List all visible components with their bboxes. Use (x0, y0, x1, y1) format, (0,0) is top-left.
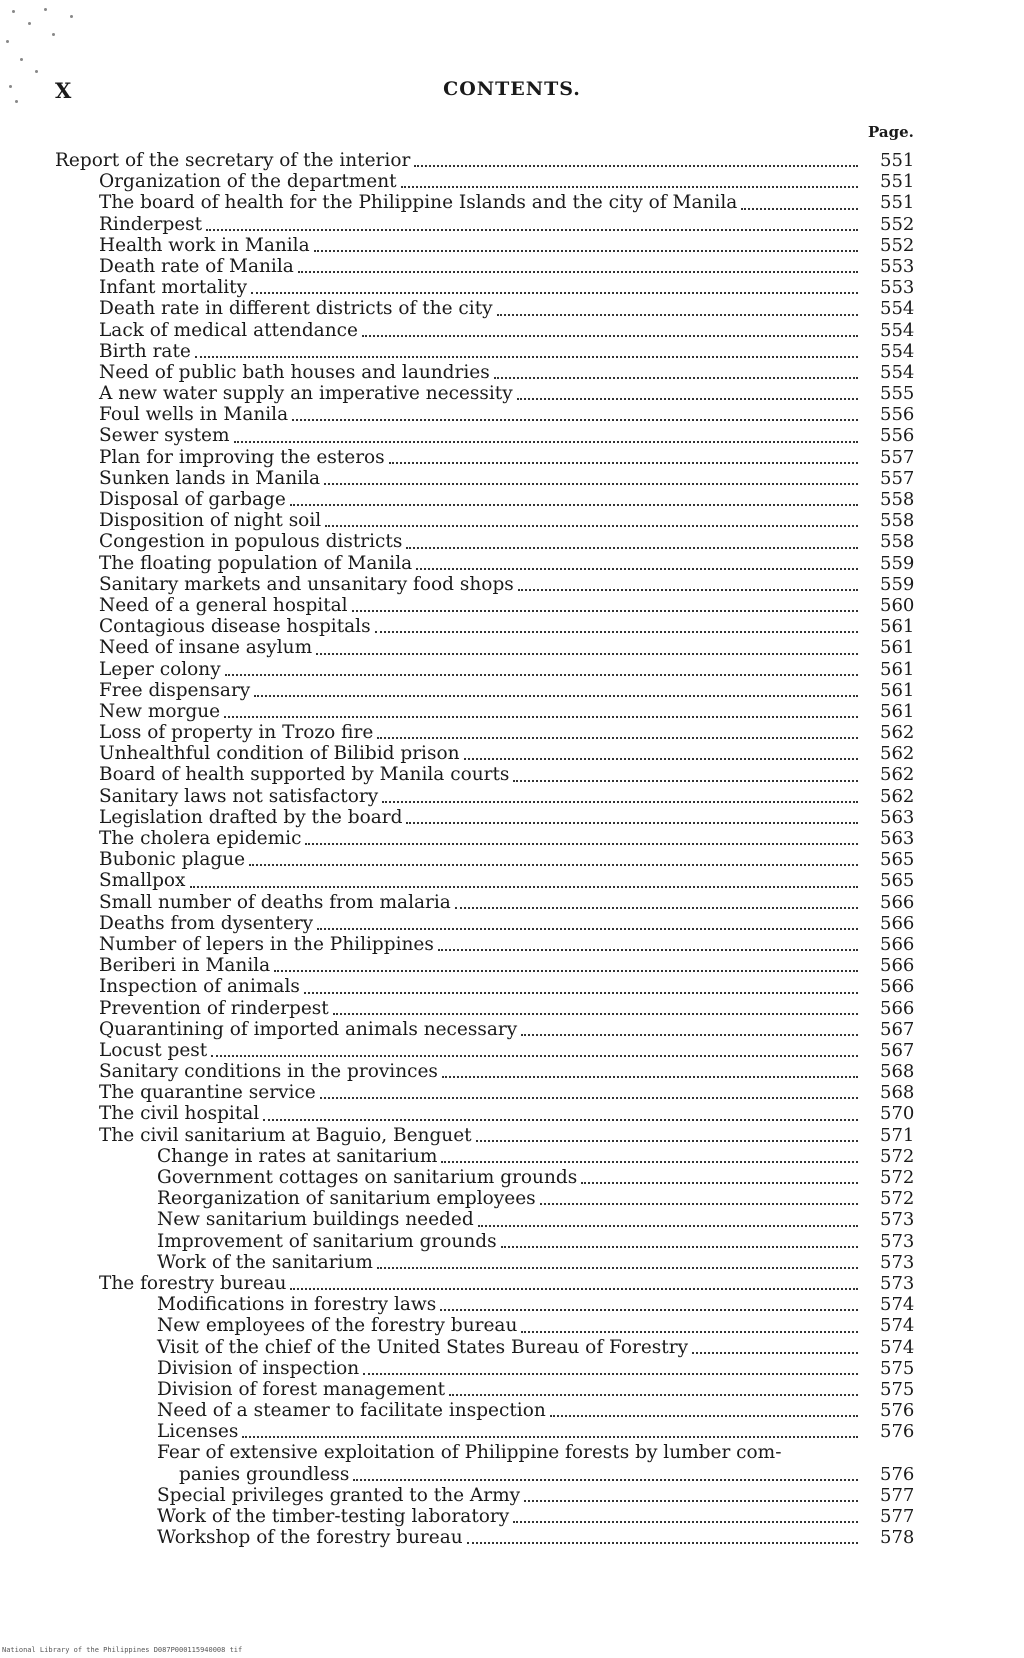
toc-page-number: 553 (880, 277, 915, 299)
toc-entry-text: Contagious disease hospitals (99, 616, 371, 638)
toc-entry-text: New employees of the forestry bureau (157, 1315, 518, 1337)
toc-entry-text: Work of the sanitarium (157, 1251, 373, 1273)
dot-leader (325, 524, 858, 527)
toc-entry-text: Board of health supported by Manila courts (99, 764, 510, 786)
toc-entry-text: The forestry bureau (99, 1272, 287, 1294)
dot-leader (305, 842, 858, 845)
toc-page-number: 554 (880, 361, 915, 383)
toc-entry-text: Workshop of the forestry bureau (157, 1527, 463, 1549)
toc-entry-text: Bubonic plague (99, 849, 246, 871)
toc-entry-continuation: panies groundless (179, 1463, 350, 1485)
toc-page-number: 554 (880, 298, 915, 320)
toc-entry (0, 637, 1024, 658)
dot-leader (497, 313, 858, 316)
toc-entry (0, 1273, 1024, 1294)
toc-entry (0, 1125, 1024, 1146)
toc-entry (0, 913, 1024, 934)
toc-entry-text: Need of a general hospital (99, 594, 348, 616)
toc-entry-text: Deaths from dysentery (99, 912, 314, 934)
scan-noise-speck (20, 58, 23, 61)
toc-entry-text: Improvement of sanitarium grounds (157, 1230, 497, 1252)
page-title: CONTENTS. (443, 78, 581, 100)
toc-entry (0, 404, 1024, 425)
toc-entry-text: Visit of the chief of the United States Bureau of Forestry (157, 1336, 689, 1358)
dot-leader (455, 906, 858, 909)
toc-entry-text: Fear of extensive exploitation of Philippine forests by lumber com- (157, 1442, 782, 1464)
toc-entry (0, 1252, 1024, 1273)
toc-page-number: 575 (880, 1357, 915, 1379)
dot-leader (298, 270, 858, 273)
toc-page-number: 561 (880, 616, 915, 638)
toc-entry-text: The quarantine service (99, 1082, 316, 1104)
toc-entry (0, 849, 1024, 870)
toc-page-number: 565 (880, 870, 915, 892)
dot-leader (438, 948, 858, 951)
toc-page-number: 574 (880, 1294, 915, 1316)
toc-entry-text: Free dispensary (99, 679, 251, 701)
dot-leader (234, 440, 859, 443)
page-column-label: Page. (868, 123, 914, 141)
toc-entry (0, 489, 1024, 510)
toc-entry-text: The civil hospital (99, 1103, 260, 1125)
toc-entry-text: Smallpox (99, 870, 186, 892)
toc-page-number: 559 (880, 552, 915, 574)
toc-entry (0, 828, 1024, 849)
toc-entry (0, 934, 1024, 955)
toc-entry-text: Loss of property in Trozo fire (99, 722, 374, 744)
dot-leader (290, 503, 858, 506)
dot-leader (467, 1541, 858, 1544)
toc-entry-text: Birth rate (99, 340, 191, 362)
toc-entry-text: Licenses (157, 1421, 239, 1443)
dot-leader (324, 482, 858, 485)
toc-page-number: 558 (880, 510, 915, 532)
dot-leader (478, 1224, 858, 1227)
toc-entry (0, 425, 1024, 446)
scan-noise-speck (9, 85, 12, 88)
toc-page-number: 575 (880, 1378, 915, 1400)
toc-entry (0, 320, 1024, 341)
dot-leader (524, 1499, 858, 1502)
toc-entry (0, 1082, 1024, 1103)
toc-entry (0, 892, 1024, 913)
toc-page-number: 568 (880, 1061, 915, 1083)
dot-leader (290, 1287, 858, 1290)
dot-leader (442, 1075, 858, 1078)
toc-entry-text: A new water supply an imperative necessity (99, 383, 513, 405)
dot-leader (476, 1139, 858, 1142)
toc-entry-text: Leper colony (99, 658, 221, 680)
toc-entry-text: Special privileges granted to the Army (157, 1484, 521, 1506)
toc-entry (0, 616, 1024, 637)
toc-entry (0, 1506, 1024, 1527)
page-header (0, 0, 1024, 141)
toc-entry (0, 1231, 1024, 1252)
scan-noise-speck (35, 70, 38, 73)
toc-entry-text: Sunken lands in Manila (99, 467, 320, 489)
toc-entry-text: Infant mortality (99, 277, 248, 299)
toc-entry (0, 722, 1024, 743)
toc-entry (0, 277, 1024, 298)
toc-entry-text: Rinderpest (99, 213, 203, 235)
toc-page-number: 554 (880, 319, 915, 341)
dot-leader (320, 1096, 858, 1099)
toc-entry (0, 870, 1024, 891)
dot-leader (501, 1245, 858, 1248)
toc-entry (0, 1019, 1024, 1040)
toc-page-number: 576 (880, 1400, 915, 1422)
scan-footer: National Library of the Philippines D087P000115940008 tif (2, 1646, 243, 1654)
dot-leader (249, 863, 858, 866)
toc-entry-text: Disposal of garbage (99, 489, 286, 510)
dot-leader (741, 207, 858, 210)
toc-page-number: 562 (880, 722, 915, 744)
toc-page-number: 577 (880, 1484, 915, 1506)
toc-entry (0, 659, 1024, 680)
toc-page-number: 573 (880, 1272, 915, 1294)
toc-entry (0, 1400, 1024, 1421)
toc-page-number: 576 (880, 1463, 915, 1485)
toc-entry-text: Change in rates at sanitarium (157, 1145, 438, 1167)
toc-entry-text: Prevention of rinderpest (99, 997, 329, 1019)
toc-entry (0, 595, 1024, 616)
toc-page-number: 561 (880, 658, 915, 680)
dot-leader (382, 800, 858, 803)
dot-leader (521, 1033, 858, 1036)
toc-page-number: 551 (880, 150, 915, 171)
dot-leader (406, 546, 858, 549)
toc-entry-text: The floating population of Manila (99, 552, 413, 574)
dot-leader (211, 1054, 858, 1057)
toc-entry-text: Disposition of night soil (99, 510, 322, 532)
toc-entry (0, 764, 1024, 785)
dot-leader (363, 1372, 858, 1375)
toc-entry (0, 998, 1024, 1019)
toc-page-number: 553 (880, 255, 915, 277)
dot-leader (406, 821, 858, 824)
dot-leader (317, 927, 858, 930)
table-of-contents (0, 150, 1024, 1548)
toc-entry-text: Death rate of Manila (99, 255, 294, 277)
dot-leader (464, 757, 858, 760)
dot-leader (375, 630, 858, 633)
toc-page-number: 554 (880, 340, 915, 362)
dot-leader (352, 609, 858, 612)
toc-entry (0, 1294, 1024, 1315)
toc-page-number: 566 (880, 933, 915, 955)
toc-entry (0, 955, 1024, 976)
dot-leader (353, 1478, 858, 1481)
toc-page-number: 557 (880, 467, 915, 489)
toc-entry-text: Need of public bath houses and laundries (99, 361, 490, 383)
dot-leader (377, 736, 858, 739)
scan-noise-speck (12, 10, 15, 13)
toc-page-number: 572 (880, 1167, 915, 1188)
toc-entry (0, 1358, 1024, 1379)
dot-leader (416, 567, 858, 570)
toc-page-number: 562 (880, 785, 915, 807)
toc-entry (0, 298, 1024, 319)
dot-leader (441, 1160, 858, 1163)
toc-entry (0, 362, 1024, 383)
toc-page-number: 576 (880, 1421, 915, 1443)
toc-page-number: 573 (880, 1251, 915, 1273)
toc-entry (0, 1146, 1024, 1167)
toc-entry-text: Sanitary conditions in the provinces (99, 1061, 438, 1083)
dot-leader (517, 397, 858, 400)
toc-page-number: 572 (880, 1188, 915, 1210)
toc-entry (0, 976, 1024, 997)
toc-page-number: 567 (880, 1039, 915, 1061)
toc-entry-text: The cholera epidemic (99, 828, 302, 849)
toc-entry (0, 807, 1024, 828)
toc-entry (0, 468, 1024, 489)
toc-entry (0, 510, 1024, 531)
toc-page-number: 563 (880, 828, 915, 849)
dot-leader (254, 694, 858, 697)
dot-leader (304, 991, 858, 994)
toc-entry-text: New sanitarium buildings needed (157, 1209, 474, 1231)
toc-entry (0, 1103, 1024, 1124)
toc-entry-text: Number of lepers in the Philippines (99, 933, 434, 955)
toc-entry-text: Government cottages on sanitarium grounds (157, 1167, 578, 1188)
toc-page-number: 566 (880, 912, 915, 934)
toc-entry (0, 531, 1024, 552)
dot-leader (377, 1266, 858, 1269)
toc-entry (0, 341, 1024, 362)
toc-entry (0, 553, 1024, 574)
toc-entry-text: Division of inspection (157, 1357, 360, 1379)
toc-entry (0, 1527, 1024, 1548)
dot-leader (195, 355, 858, 358)
toc-page-number: 551 (880, 192, 915, 214)
toc-page-number: 561 (880, 679, 915, 701)
toc-entry-text: Foul wells in Manila (99, 404, 289, 426)
toc-entry (0, 447, 1024, 468)
dot-leader (274, 969, 858, 972)
toc-entry (0, 1379, 1024, 1400)
toc-entry-text: Work of the timber-testing laboratory (157, 1506, 510, 1528)
dot-leader (316, 652, 858, 655)
toc-page-number: 565 (880, 849, 915, 871)
page-number: X (55, 78, 72, 103)
toc-entry-text: Legislation drafted by the board (99, 806, 403, 828)
toc-entry (0, 1315, 1024, 1336)
scan-noise-speck (70, 15, 73, 18)
toc-page-number: 551 (880, 171, 915, 193)
toc-page-number: 558 (880, 531, 915, 553)
dot-leader (581, 1181, 858, 1184)
toc-entry (0, 743, 1024, 764)
toc-entry-text: Sanitary markets and unsanitary food shops (99, 573, 514, 595)
toc-entry-text: Health work in Manila (99, 234, 310, 256)
toc-entry (0, 786, 1024, 807)
toc-page-number: 566 (880, 997, 915, 1019)
toc-entry (0, 1337, 1024, 1358)
toc-page-number: 552 (880, 213, 915, 235)
toc-entry (0, 1209, 1024, 1230)
scan-noise-speck (44, 8, 47, 11)
dot-leader (513, 779, 858, 782)
toc-page-number: 570 (880, 1103, 915, 1125)
toc-page-number: 559 (880, 573, 915, 595)
toc-entry (0, 1442, 1024, 1484)
toc-page-number: 572 (880, 1145, 915, 1167)
toc-entry-text: Need of insane asylum (99, 637, 313, 659)
toc-entry-text: Death rate in different districts of the city (99, 298, 493, 320)
toc-page-number: 574 (880, 1315, 915, 1337)
toc-entry (0, 256, 1024, 277)
dot-leader (263, 1118, 858, 1121)
toc-entry (0, 701, 1024, 722)
dot-leader (513, 1520, 858, 1523)
toc-page-number: 566 (880, 976, 915, 998)
toc-entry (0, 1040, 1024, 1061)
dot-leader (292, 418, 858, 421)
toc-entry-text: Reorganization of sanitarium employees (157, 1188, 536, 1210)
toc-page-number: 561 (880, 700, 915, 722)
toc-entry-text: Report of the secretary of the interior (55, 150, 411, 171)
toc-page-number: 562 (880, 764, 915, 786)
toc-page-number: 556 (880, 425, 915, 447)
dot-leader (449, 1393, 858, 1396)
dot-leader (225, 673, 858, 676)
toc-entry (0, 192, 1024, 213)
toc-entry-text: Organization of the department (99, 171, 397, 193)
toc-entry-text: Locust pest (99, 1039, 208, 1061)
toc-entry (0, 1421, 1024, 1442)
toc-entry-text: Unhealthful condition of Bilibid prison (99, 743, 460, 765)
dot-leader (314, 249, 858, 252)
dot-leader (414, 164, 858, 167)
toc-entry (0, 383, 1024, 404)
toc-page-number: 560 (880, 594, 915, 616)
toc-entry (0, 235, 1024, 256)
toc-entry (0, 150, 1024, 171)
toc-entry-text: Quarantining of imported animals necessary (99, 1018, 518, 1040)
toc-page-number: 573 (880, 1209, 915, 1231)
toc-entry-text: Small number of deaths from malaria (99, 891, 451, 913)
toc-entry-text: The civil sanitarium at Baguio, Benguet (99, 1124, 472, 1146)
scan-noise-speck (52, 33, 55, 36)
toc-entry-text: Division of forest management (157, 1378, 446, 1400)
scan-noise-speck (15, 100, 18, 103)
dot-leader (333, 1012, 858, 1015)
toc-entry-text: Lack of medical attendance (99, 319, 358, 341)
toc-page-number: 577 (880, 1506, 915, 1528)
toc-entry (0, 1061, 1024, 1082)
dot-leader (518, 588, 858, 591)
toc-page-number: 558 (880, 489, 915, 510)
toc-entry-text: Need of a steamer to facilitate inspection (157, 1400, 546, 1422)
toc-entry (0, 1188, 1024, 1209)
toc-entry-text: Inspection of animals (99, 976, 300, 998)
toc-page-number: 563 (880, 806, 915, 828)
toc-entry-text: Plan for improving the esteros (99, 446, 385, 468)
scan-noise-speck (28, 22, 31, 25)
toc-page-number: 552 (880, 234, 915, 256)
toc-page-number: 561 (880, 637, 915, 659)
toc-page-number: 568 (880, 1082, 915, 1104)
dot-leader (692, 1351, 858, 1354)
toc-entry (0, 680, 1024, 701)
toc-page-number: 567 (880, 1018, 915, 1040)
toc-entry-text: The board of health for the Philippine Islands and the city of Manila (99, 192, 738, 214)
toc-entry-text: Congestion in populous districts (99, 531, 403, 553)
dot-leader (540, 1202, 858, 1205)
scan-noise-speck (6, 40, 9, 43)
toc-entry (0, 574, 1024, 595)
toc-entry-text: Modifications in forestry laws (157, 1294, 437, 1316)
dot-leader (550, 1414, 858, 1417)
toc-entry (0, 171, 1024, 192)
dot-leader (401, 185, 858, 188)
dot-leader (224, 715, 858, 718)
dot-leader (190, 885, 859, 888)
toc-entry (0, 1485, 1024, 1506)
dot-leader (242, 1435, 858, 1438)
toc-page-number: 562 (880, 743, 915, 765)
dot-leader (494, 376, 858, 379)
toc-page-number: 566 (880, 955, 915, 977)
dot-leader (440, 1308, 858, 1311)
dot-leader (389, 461, 858, 464)
dot-leader (251, 291, 858, 294)
toc-page-number: 571 (880, 1124, 915, 1146)
toc-page-number: 578 (880, 1527, 915, 1549)
toc-page-number: 573 (880, 1230, 915, 1252)
toc-entry (0, 214, 1024, 235)
toc-page-number: 555 (880, 383, 915, 405)
toc-entry-text: New morgue (99, 700, 221, 722)
toc-entry-text: Sanitary laws not satisfactory (99, 785, 379, 807)
toc-entry (0, 1167, 1024, 1188)
dot-leader (521, 1330, 858, 1333)
toc-entry-text: Beriberi in Manila (99, 955, 271, 977)
toc-page-number: 574 (880, 1336, 915, 1358)
toc-page-number: 566 (880, 891, 915, 913)
toc-page-number: 557 (880, 446, 915, 468)
toc-entry-text: Sewer system (99, 425, 230, 447)
dot-leader (206, 228, 858, 231)
toc-page-number: 556 (880, 404, 915, 426)
dot-leader (362, 334, 858, 337)
